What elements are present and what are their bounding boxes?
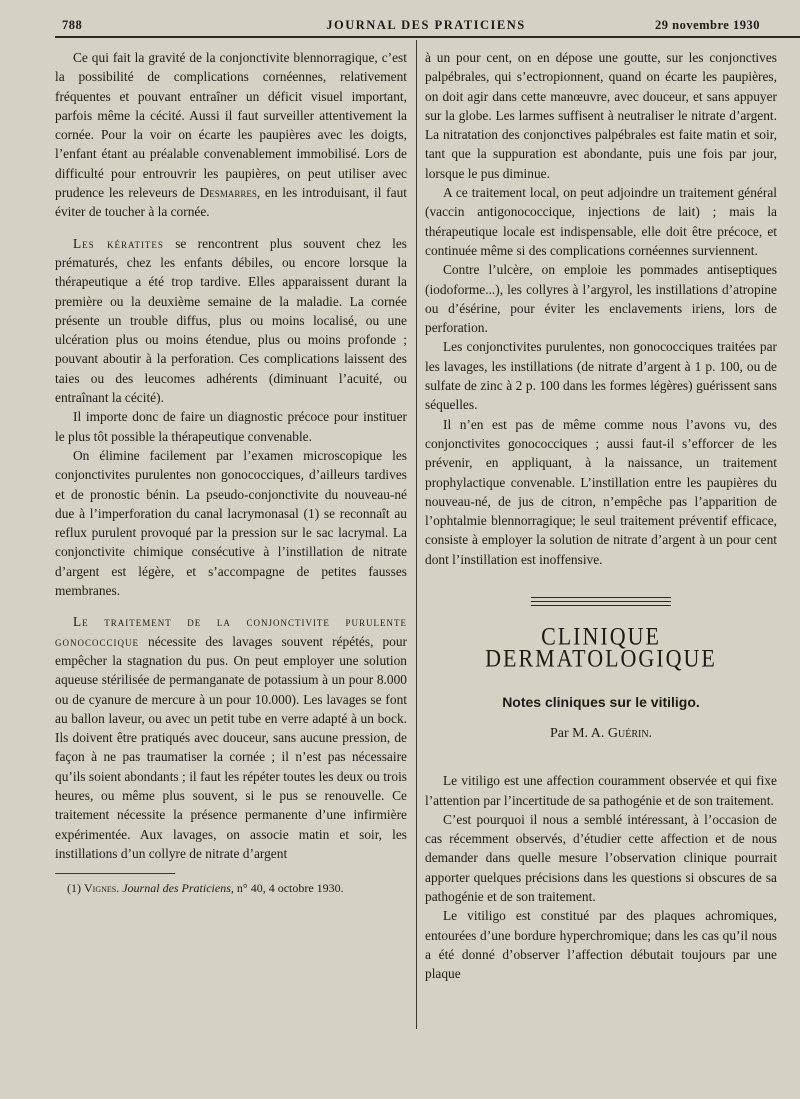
run-in-heading: Les kératites: [73, 235, 164, 251]
author-name: Guérin.: [607, 725, 653, 741]
right-column: [425, 48, 777, 983]
paragraph: Il importe donc de faire un diagnostic précoce pour instituer le plus tôt possible la thérapeutique convenable.: [55, 409, 407, 444]
paragraph: Le traitement de la conjonctivite purulente gonococcique nécessite des lavages souvent répétés, pour empêcher la stagnation du pus. On peut employer une solution aqueuse stérilisée de permanganate de potassium à un pour 8.000 ou de cyanure de mercure à un pour 10.000). Les lavages se font au ballon laveur, ou avec un petit tube en verre adapté à un bock. Ils doivent être pratiqués avec douceur, sans aucune pression, de façon à ne pas traumatiser la cornée ; il n’est pas nécessaire qu’ils soient abondants ; il faut les répéter toutes les deux ou trois heures, ou même plus souvent, si le pus se renouvelle. Ce traitement nécessite la présence permanente d’une infirmière expérimentée. Aux lavages, on associe matin et soir, les instillations d’un collyre de nitrate d’argent: [55, 614, 407, 861]
paragraph: Le vitiligo est constitué par des plaques achromiques, entourées d’une bordure hyperchromique; dans les cas qu’il nous a été donné d’observer l’affection débutait toujours par une plaque: [425, 908, 777, 982]
paragraph: Ce qui fait la gravité de la conjonctivite blennorragique, c’est la possibilité de complications cornéennes, relativement fréquentes et pouvant entraîner un déficit visuel important, parfois même la cécité. Aussi il faut surveiller attentivement la cornée. Pour la voir on écarte les paupières avec les doigts, l’enfant étant au préalable convenablement immobilisé. Lors de difficulté pour entrouvrir les paupières, on peut utiliser avec prudence les releveurs de Desmarres, en les introduisant, il faut éviter de toucher à la cornée.: [55, 50, 407, 220]
left-column: [55, 48, 407, 896]
paragraph: à un pour cent, on en dépose une goutte, sur les conjonctives palpébrales, qui s’ectropionnent, quand on écarte les paupières, on doit agir dans cette manœuvre, avec douceur, et sans appuyer sur la globe. Les larmes suffisent à neutraliser le nitrate d’argent. La nitratation des conjonctives palpébrales est faite matin et soir, tant que la suppuration est abondante, puis une fois par jour, lorsque le pus diminue.: [425, 50, 777, 181]
page-number: 788: [62, 18, 83, 32]
section-title: CLINIQUE DERMATOLOGIQUE: [485, 621, 717, 673]
run-in-heading: Le traitement de la conjonctivite purulente gonococcique: [55, 614, 407, 649]
issue-date: 29 novembre 1930: [655, 18, 760, 32]
footnote-rule: [55, 873, 175, 874]
footnote: (1) Vignes. Journal des Praticiens, n° 40, 4 octobre 1930.: [67, 881, 344, 896]
paragraph: A ce traitement local, on peut adjoindre un traitement général (vaccin antigonococcique, injections de lait) ; mais la thérapeutique locale est indispensable, elle doit être précoce, et continuée même si des complications cornéennes surviennent.: [425, 185, 777, 258]
paragraph: Contre l’ulcère, on emploie les pommades antiseptiques (iodoforme...), les collyres à l’argyrol, les instillations d’atropine ou d’ésérine, pour éviter les enclavements iriens, lors de perforation.: [425, 262, 777, 336]
journal-title: JOURNAL DES PRATICIENS: [326, 18, 526, 32]
paragraph: Les kératites se rencontrent plus souvent chez les prématurés, chez les enfants débiles, ou encore lorsque la thérapeutique a été trop tardive. Elles apparaissent durant la première ou la deuxième semaine de la maladie. La cornée présente un trouble diffus, plus ou moins localisé, ou une ulcération plus ou moins étendue, plus ou moins profonde ; pouvant aboutir à la perforation. Ces complications laissent des taies ou des leucomes adhérents (diminuant l’acuité, ou entraînant la cécité).: [55, 235, 408, 406]
header-rule: [55, 36, 800, 38]
running-header: [62, 14, 790, 36]
paragraph: On élimine facilement par l’examen microscopique les conjonctivites purulentes non gonococciques, d’ailleurs tardives et de pronostic bénin. La pseudo-conjonctivite du nouveau-né due à l’imperforation du canal lacrymonasal (1) se reconnaît au reflux purulent provoqué par la pression sur le sac lacrymal. La conjonctivite chimique consécutive à l’instillation de nitrate d’argent est légère, et s’accompagne de petites fausses membranes.: [55, 447, 407, 599]
paragraph: Il n’en est pas de même comme nous l’avons vu, des conjonctivites gonococciques ; aussi faut-il s’efforcer de les prévenir, en appliquant, à la naissance, un traitement prophylactique convenable. L’instillation entre les paupières du nouveau-né, de jus de citron, n’empêche pas l’apparition de l’ophtalmie blennorragique; le seul traitement préventif efficace, consiste à employer la solution de nitrate d’argent à un pour cent dont l’instillation est inoffensive.: [425, 416, 777, 567]
paragraph: Les conjonctivites purulentes, non gonococciques traitées par les lavages, les instillations (de nitrate d’argent à 1 p. 100, ou de sulfate de zinc à 2 p. 100 dans les formes légères) guérissent sans séquelles.: [425, 339, 777, 413]
author-name: Desmarres: [199, 185, 257, 201]
column-divider: [416, 40, 417, 1029]
paragraph: Le vitiligo est une affection couramment observée et qui fixe l’attention par l’incertitude de sa pathogénie et de son traitement.: [425, 773, 777, 808]
section-separator: [531, 597, 671, 606]
byline: Par M. A. Guérin.: [549, 725, 653, 741]
paragraph: C’est pourquoi il nous a semblé intéressant, à l’occasion de cas récemment observés, d’étudier cette affection et de nous demander dans quelle mesure l’observation clinique pourrait apporter quelques précisions dans les questions si obscures de sa pathogénie et de son traitement.: [425, 811, 777, 904]
article-title: Notes cliniques sur le vitiligo.: [502, 693, 700, 710]
